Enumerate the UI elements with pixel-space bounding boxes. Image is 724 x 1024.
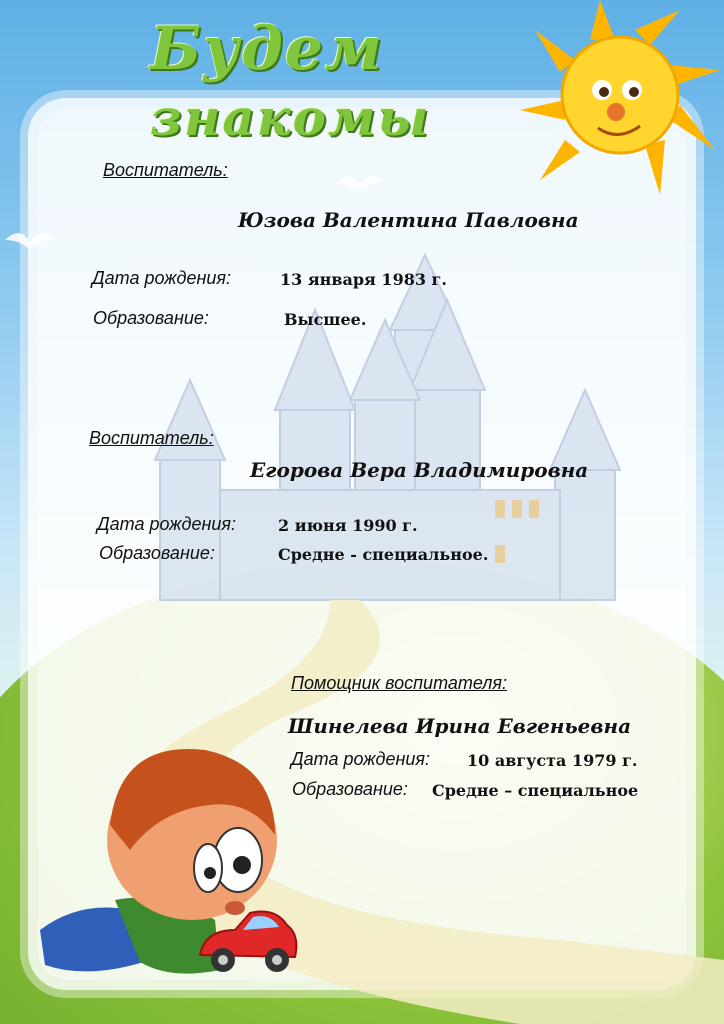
role-label: Помощник воспитателя:	[291, 673, 508, 693]
sun-icon	[520, 0, 720, 200]
education-value: Средне - специальное.	[278, 545, 489, 564]
education-label: Образование:	[292, 779, 408, 799]
title-line-1: Будем	[150, 14, 385, 84]
toy-car-icon	[195, 905, 305, 985]
title-line-2: знакомы	[150, 88, 431, 147]
birth-date-label: Дата рождения:	[291, 749, 430, 769]
staff-name: Юзова Валентина Павловна	[238, 208, 579, 232]
role-label: Воспитатель:	[103, 160, 228, 180]
staff-name: Шинелева Ирина Евгеньевна	[288, 714, 632, 738]
birth-date-value: 10 августа 1979 г.	[467, 751, 638, 770]
staff-name: Егорова Вера Владимировна	[250, 458, 589, 482]
birth-date-label: Дата рождения:	[92, 268, 231, 288]
education-value: Высшее.	[284, 310, 367, 329]
role-label: Воспитатель:	[89, 428, 214, 448]
education-value: Средне – специальное	[432, 781, 639, 800]
birth-date-value: 2 июня 1990 г.	[278, 516, 418, 535]
birth-date-value: 13 января 1983 г.	[280, 270, 447, 289]
education-label: Образование:	[99, 543, 215, 563]
birth-date-label: Дата рождения:	[97, 514, 236, 534]
education-label: Образование:	[93, 308, 209, 328]
